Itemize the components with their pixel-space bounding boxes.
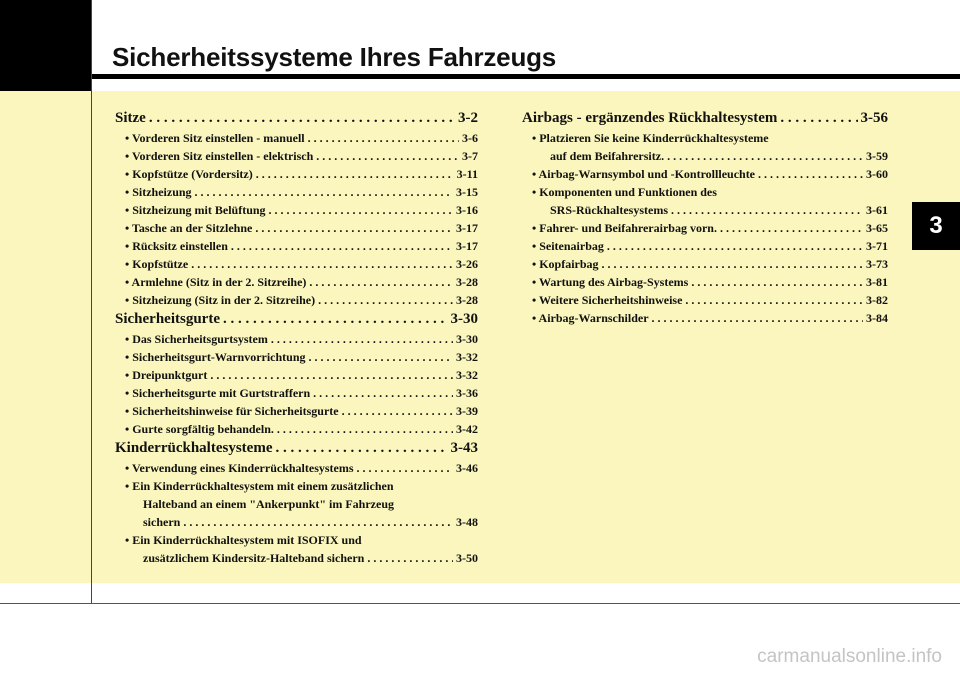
section-title: Sicherheitsgurte: [115, 311, 220, 327]
item-page: 3-50: [456, 551, 478, 565]
toc-section-sicherheitsgurte[interactable]: [115, 309, 478, 330]
item-title: • Sitzheizung: [125, 183, 192, 201]
toc-item[interactable]: [115, 477, 478, 531]
item-page: 3-28: [456, 293, 478, 307]
item-title: • Kopfairbag: [532, 255, 599, 273]
corner-block: [0, 0, 91, 91]
item-title: • Vorderen Sitz einstellen - manuell: [125, 129, 305, 147]
toc-item[interactable]: [115, 147, 478, 165]
page-title: Sicherheitssysteme Ihres Fahrzeugs: [112, 42, 557, 72]
toc-list-sicherheitsgurte: [115, 330, 478, 438]
toc-item[interactable]: [522, 273, 888, 291]
item-page: 3-48: [456, 515, 478, 529]
item-title: • Das Sicherheitsgurtsystem: [125, 330, 268, 348]
item-page: 3-32: [456, 350, 478, 364]
item-page: 3-42: [456, 422, 478, 436]
toc-item[interactable]: [115, 459, 478, 477]
item-page: 3-11: [456, 167, 478, 181]
section-page: 3-56: [860, 110, 888, 126]
item-title: • Airbag-Warnsymbol und -Kontrollleuchte: [532, 165, 755, 183]
item-title-line2: zusätzlichem Kindersitz-Halteband sichern: [143, 551, 365, 565]
item-title-line1: • Komponenten und Funktionen des: [532, 183, 888, 201]
section-title: Kinderrückhaltesysteme: [115, 440, 273, 456]
toc-item[interactable]: [115, 201, 478, 219]
item-title: • Kopfstütze (Vordersitz): [125, 165, 253, 183]
item-title-line1: • Ein Kinderrückhaltesystem mit ISOFIX und: [125, 531, 478, 549]
section-page: 3-30: [450, 311, 478, 327]
margin-line: [91, 0, 92, 604]
toc-section-sitze[interactable]: [115, 108, 478, 129]
section-page: 3-2: [458, 110, 478, 126]
item-page: 3-17: [456, 239, 478, 253]
item-title-line2: Halteband an einem "Ankerpunkt" im Fahrzeug: [143, 497, 395, 511]
toc-item[interactable]: [115, 330, 478, 348]
toc-item[interactable]: [115, 273, 478, 291]
item-page: 3-17: [456, 221, 478, 235]
item-title: • Dreipunktgurt: [125, 366, 207, 384]
toc-item[interactable]: [522, 291, 888, 309]
item-title: • Airbag-Warnschilder: [532, 309, 649, 327]
toc-item[interactable]: [115, 531, 478, 567]
item-page: 3-84: [866, 311, 888, 325]
toc-item[interactable]: [115, 219, 478, 237]
toc-item[interactable]: [522, 129, 888, 165]
item-page: 3-59: [866, 149, 888, 163]
item-title-line1: • Platzieren Sie keine Kinderrückhaltesysteme: [532, 129, 888, 147]
item-page: 3-7: [462, 149, 478, 163]
footer-line: [0, 603, 960, 604]
item-page: 3-60: [866, 167, 888, 181]
item-page: 3-36: [456, 386, 478, 400]
toc-item[interactable]: [522, 165, 888, 183]
item-title: • Sitzheizung mit Belüftung: [125, 201, 266, 219]
chapter-tab[interactable]: 3: [912, 202, 960, 250]
toc-item[interactable]: [522, 309, 888, 327]
item-page: 3-39: [456, 404, 478, 418]
title-rule: [91, 74, 960, 79]
item-title: • Weitere Sicherheitshinweise: [532, 291, 682, 309]
item-title: • Sicherheitsgurt-Warnvorrichtung: [125, 348, 306, 366]
item-page: 3-65: [866, 221, 888, 235]
item-title: • Gurte sorgfältig behandeln.: [125, 420, 274, 438]
item-title: • Vorderen Sitz einstellen - elektrisch: [125, 147, 313, 165]
toc-item[interactable]: [115, 237, 478, 255]
item-title: • Tasche an der Sitzlehne: [125, 219, 252, 237]
section-page: 3-43: [450, 440, 478, 456]
toc-item[interactable]: [115, 366, 478, 384]
item-page: 3-46: [456, 461, 478, 475]
toc-item[interactable]: [115, 384, 478, 402]
item-title: • Verwendung eines Kinderrückhaltesystems: [125, 459, 354, 477]
item-page: 3-73: [866, 257, 888, 271]
item-page: 3-15: [456, 185, 478, 199]
toc-item[interactable]: [115, 420, 478, 438]
item-page: 3-82: [866, 293, 888, 307]
item-title: • Sitzheizung (Sitz in der 2. Sitzreihe): [125, 291, 315, 309]
item-title-line1: • Ein Kinderrückhaltesystem mit einem zusätzlichen: [125, 477, 478, 495]
item-page: 3-30: [456, 332, 478, 346]
item-page: 3-81: [866, 275, 888, 289]
toc-list-airbags: [522, 219, 888, 327]
item-page: 3-32: [456, 368, 478, 382]
toc-item[interactable]: [115, 348, 478, 366]
item-title: • Sicherheitsgurte mit Gurtstraffern: [125, 384, 310, 402]
item-title: • Sicherheitshinweise für Sicherheitsgurte: [125, 402, 339, 420]
section-title: Sitze: [115, 110, 146, 126]
item-title: • Armlehne (Sitz in der 2. Sitzreihe): [125, 273, 306, 291]
toc-item[interactable]: [115, 129, 478, 147]
toc-item[interactable]: [522, 183, 888, 219]
watermark: carmanualsonline.info: [757, 646, 942, 667]
item-page: 3-71: [866, 239, 888, 253]
item-title: • Wartung des Airbag-Systems: [532, 273, 688, 291]
toc-item[interactable]: [522, 255, 888, 273]
toc-list-sitze: [115, 129, 478, 309]
item-page: 3-26: [456, 257, 478, 271]
toc-section-airbags[interactable]: [522, 108, 888, 129]
item-page: 3-28: [456, 275, 478, 289]
toc-item[interactable]: [115, 402, 478, 420]
item-page: 3-61: [866, 203, 888, 217]
toc-item[interactable]: [522, 237, 888, 255]
section-title: Airbags - ergänzendes Rückhaltesystem: [522, 110, 778, 126]
item-title: • Rücksitz einstellen: [125, 237, 228, 255]
toc-item[interactable]: [115, 183, 478, 201]
toc-item[interactable]: [522, 219, 888, 237]
toc-item[interactable]: [115, 291, 478, 309]
toc-column-left: [115, 108, 478, 567]
toc-column-right: [522, 108, 888, 327]
toc-item[interactable]: [115, 255, 478, 273]
toc-item[interactable]: [115, 165, 478, 183]
item-title-line3: sichern: [143, 515, 181, 529]
item-title-line2: auf dem Beifahrersitz.: [550, 149, 665, 163]
item-title: • Seitenairbag: [532, 237, 604, 255]
item-title: • Kopfstütze: [125, 255, 188, 273]
item-page: 3-16: [456, 203, 478, 217]
item-title: • Fahrer- und Beifahrerairbag vorn.: [532, 219, 717, 237]
item-title-line2: SRS-Rückhaltesystems: [550, 203, 669, 217]
item-page: 3-6: [462, 131, 478, 145]
toc-section-kinderrueckhaltesysteme[interactable]: [115, 438, 478, 459]
